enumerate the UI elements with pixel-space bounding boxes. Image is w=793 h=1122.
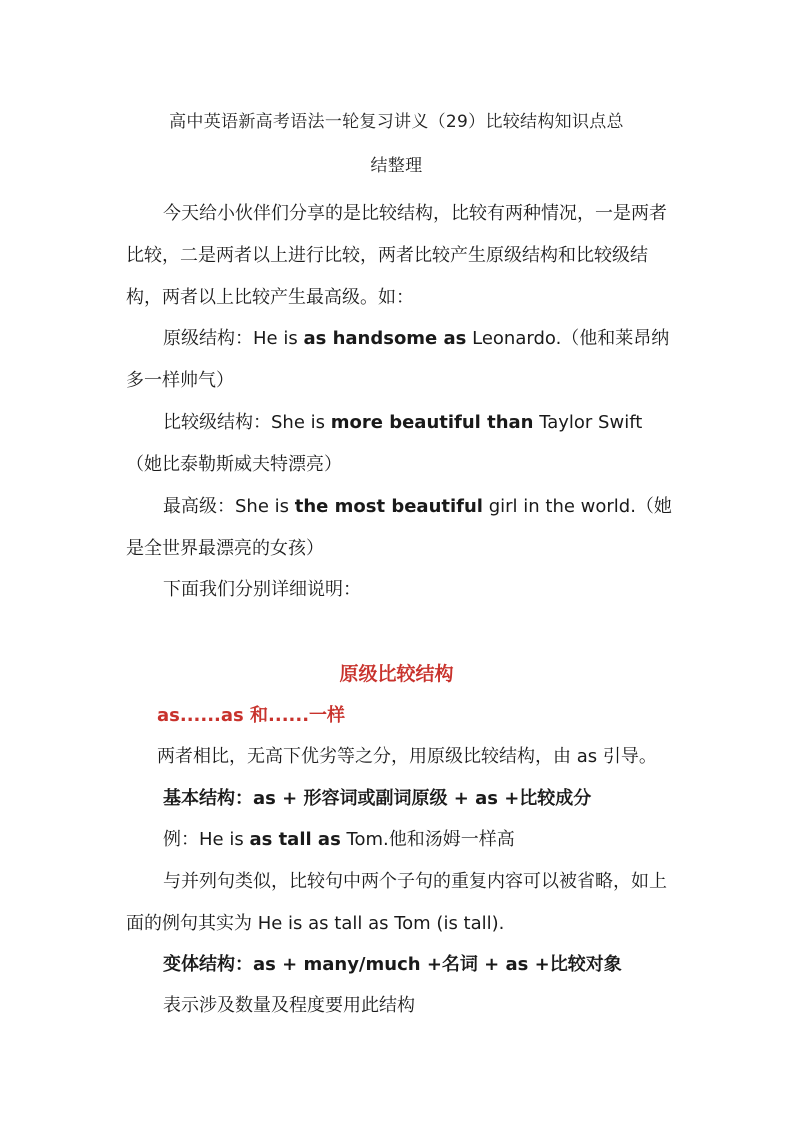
example-label: 最高级：She is [163, 496, 295, 517]
section-heading: 原级比较结构 [339, 663, 454, 685]
document-title [110, 100, 683, 188]
example-line-rest: Tom.他和汤姆一样高 [340, 829, 515, 850]
basic-structure: 基本结构：as + 形容词或副词原级 + as +比较成分 [163, 788, 592, 809]
omit-note: 与并列句类似，比较句中两个子句的重复内容可以被省略，如上面的例句其实为 He is as tall as Tom (is tall). [126, 871, 667, 934]
title-line-2: 结整理 [370, 156, 423, 176]
example-line-pre: 例：He is [163, 829, 250, 850]
description: 两者相比，无高下优劣等之分，用原级比较结构，由 as 引导。 [157, 746, 657, 767]
intro-paragraph: 今天给小伙伴们分享的是比较结构，比较有两种情况，一是两者比较，二是两者以上进行比较，两者比较产生原级结构和比较级结构，两者以上比较产生最高级。如： [126, 203, 667, 308]
example-rest: Taylor Swift（她比泰勒斯威夫特漂亮） [126, 412, 643, 475]
example-label: 比较级结构：She is [163, 412, 331, 433]
example-line-bold: as tall as [249, 829, 341, 850]
example-line [163, 819, 683, 861]
example-comparative [126, 402, 674, 486]
sub-heading: as......as 和......一样 [157, 705, 346, 726]
variant-structure: 变体结构：as + many/much +名词 + as +比较对象 [163, 954, 622, 975]
usage-note: 表示涉及数量及程度要用此结构 [163, 995, 415, 1016]
title-line-1: 高中英语新高考语法一轮复习讲义（29）比较结构知识点总 [169, 112, 624, 132]
example-bold: more beautiful than [330, 412, 534, 433]
below-intro: 下面我们分别详细说明： [163, 579, 361, 600]
example-label: 原级结构：He is [163, 328, 304, 349]
example-bold: as handsome as [303, 328, 467, 349]
example-bold: the most beautiful [294, 496, 483, 517]
example-positive [126, 318, 674, 402]
example-rest: Leonardo.（他和莱昂纳多一样帅气） [126, 328, 670, 391]
example-superlative [126, 486, 674, 570]
example-rest: girl in the world.（她是全世界最漂亮的女孩） [126, 496, 672, 559]
